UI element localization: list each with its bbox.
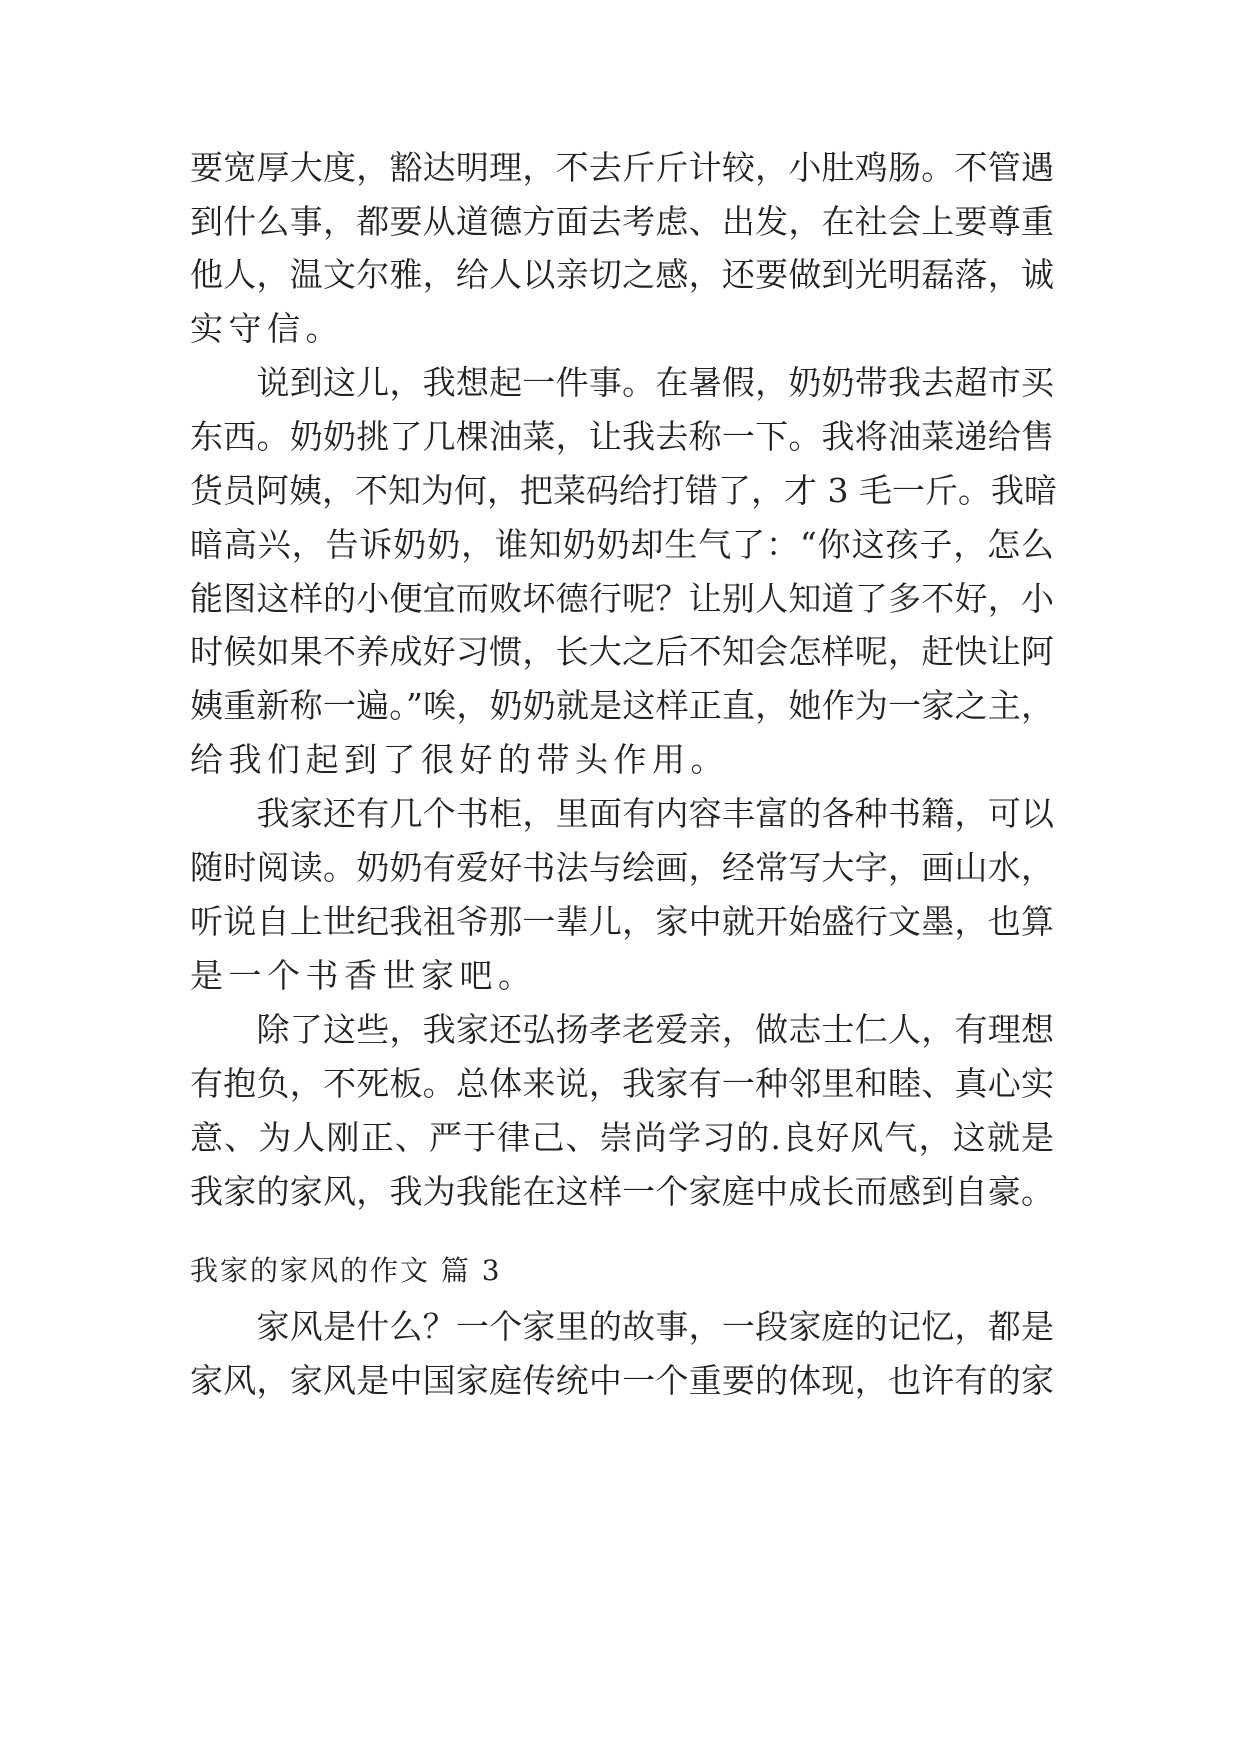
text-line: 我家的家风，我为我能在这样一个家庭中成长而感到自豪。 — [190, 1172, 1054, 1211]
text-line: 到什么事，都要从道德方面去考虑、出发，在社会上要尊重 — [190, 202, 1054, 241]
text-line: 我家还有几个书柜，里面有内容丰富的各种书籍，可以 — [190, 794, 1054, 833]
text-line: 听说自上世纪我祖爷那一辈儿，家中就开始盛行文墨，也算 — [190, 902, 1054, 941]
text-line: 能图这样的小便宜而败坏德行呢？让别人知道了多不好，小 — [190, 579, 1054, 618]
text-line: 随时阅读。奶奶有爱好书法与绘画，经常写大字，画山水， — [190, 848, 1054, 887]
text-line: 家风，家风是中国家庭传统中一个重要的体现，也许有的家 — [190, 1361, 1054, 1400]
text-line: 家风是什么？一个家里的故事，一段家庭的记忆，都是 — [190, 1307, 1054, 1346]
text-line: 要宽厚大度，豁达明理，不去斤斤计较，小肚鸡肠。不管遇 — [190, 148, 1054, 187]
text-line: 意、为人刚正、严于律己、崇尚学习的.良好风气，这就是 — [190, 1118, 1054, 1157]
text-line: 暗高兴，告诉奶奶，谁知奶奶却生气了：“你这孩子，怎么 — [190, 525, 1054, 564]
text-line: 有抱负，不死板。总体来说，我家有一种邻里和睦、真心实 — [190, 1064, 1054, 1103]
text-line: 他人，温文尔雅，给人以亲切之感，还要做到光明磊落，诚 — [190, 255, 1054, 294]
text-line: 除了这些，我家还弘扬孝老爱亲，做志士仁人，有理想 — [190, 1010, 1054, 1049]
text-line: 时候如果不养成好习惯，长大之后不知会怎样呢，赶快让阿 — [190, 632, 1054, 671]
text-line: 姨重新称一遍。”唉，奶奶就是这样正直，她作为一家之主， — [190, 686, 1054, 725]
text-line: 是一个书香世家吧。 — [190, 956, 537, 995]
text-line: 说到这儿，我想起一件事。在暑假，奶奶带我去超市买 — [190, 363, 1054, 402]
text-line: 给我们起到了很好的带头作用。 — [190, 740, 729, 779]
text-line: 货员阿姨，不知为何，把菜码给打错了，才 3 毛一斤。我暗 — [190, 471, 1057, 510]
text-line: 东西。奶奶挑了几棵油菜，让我去称一下。我将油菜递给售 — [190, 417, 1054, 456]
section-title: 我家的家风的作文 篇 3 — [190, 1254, 502, 1287]
text-line: 实守信。 — [190, 309, 344, 348]
